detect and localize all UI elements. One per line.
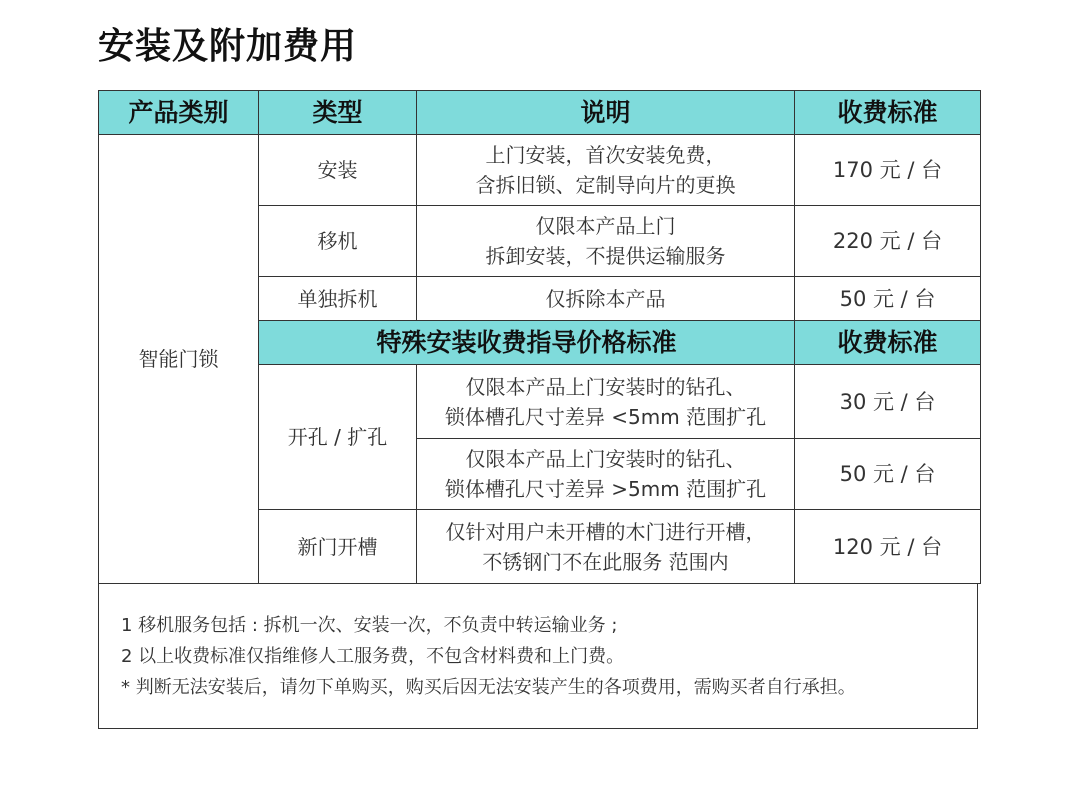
fee-cell: 50 元 / 台 (795, 277, 981, 321)
description-cell: 仅拆除本产品 (417, 277, 795, 321)
description-cell (417, 206, 795, 277)
description-line: 仅针对用户未开槽的木门进行开槽， (445, 519, 766, 544)
fee-cell: 220 元 / 台 (795, 206, 981, 277)
page-title: 安装及附加费用 (98, 26, 358, 67)
header-fee: 收费标准 (795, 91, 981, 135)
description-line: 含拆旧锁、定制导向片的更换 (475, 173, 736, 197)
type-cell: 移机 (259, 206, 417, 277)
note-line: * 判断无法安装后，请勿下单购买，购买后因无法安装产生的各项费用，需购买者自行承担。 (121, 677, 856, 698)
fee-cell: 30 元 / 台 (795, 365, 981, 439)
type-cell: 新门开槽 (259, 510, 417, 584)
type-cell: 开孔 / 扩孔 (259, 365, 417, 510)
table-header-row (99, 91, 981, 135)
type-cell: 单独拆机 (259, 277, 417, 321)
description-cell (417, 510, 795, 584)
description-line: 仅限本产品上门安装时的钻孔、 (465, 374, 746, 399)
special-header-fee: 收费标准 (795, 321, 981, 365)
description-line: 锁体槽孔尺寸差异 >5mm 范围扩孔 (444, 477, 767, 501)
fee-table (98, 90, 981, 584)
description-line: 仅限本产品上门 (535, 214, 676, 238)
description-cell (417, 135, 795, 206)
description-cell (417, 365, 795, 439)
description-line: 不锈钢门不在此服务 范围内 (482, 549, 729, 574)
fee-cell: 120 元 / 台 (795, 510, 981, 584)
category-cell: 智能门锁 (99, 135, 259, 584)
note-line: 1 移机服务包括 : 拆机一次、安装一次，不负责中转运输业务 ; (121, 615, 618, 636)
description-cell (417, 439, 795, 510)
header-category: 产品类别 (99, 91, 259, 135)
type-cell: 安装 (259, 135, 417, 206)
table-row (99, 135, 981, 206)
description-line: 锁体槽孔尺寸差异 <5mm 范围扩孔 (444, 404, 767, 429)
header-type: 类型 (259, 91, 417, 135)
description-line: 拆卸安装，不提供运输服务 (485, 244, 726, 268)
note-line: 2 以上收费标准仅指维修人工服务费，不包含材料费和上门费。 (121, 646, 625, 667)
description-line: 仅限本产品上门安装时的钻孔、 (465, 447, 746, 471)
fee-cell: 170 元 / 台 (795, 135, 981, 206)
fee-cell: 50 元 / 台 (795, 439, 981, 510)
description-line: 上门安装，首次安装免费， (485, 143, 726, 167)
notes-box (98, 583, 978, 729)
header-description: 说明 (417, 91, 795, 135)
special-header-title: 特殊安装收费指导价格标准 (259, 321, 795, 365)
